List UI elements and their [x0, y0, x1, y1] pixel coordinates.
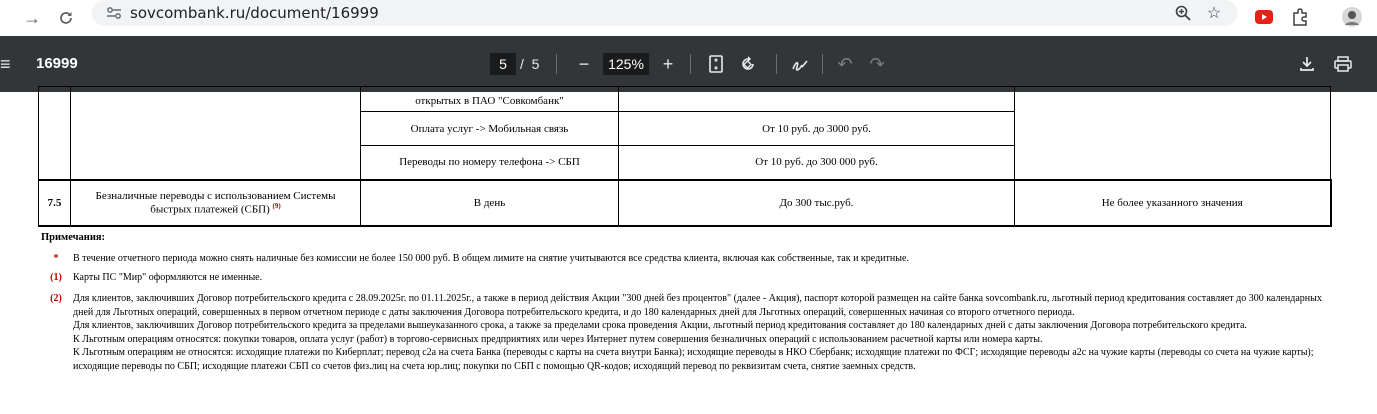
- zoom-icon[interactable]: [1172, 2, 1194, 24]
- pdf-page: [0, 92, 1377, 414]
- note-cell: Не более указанного значения: [1015, 180, 1331, 226]
- zoom-level-input[interactable]: 125%: [603, 53, 649, 75]
- table-cell: [1015, 87, 1331, 180]
- note-text: Для клиентов, заключивших Договор потребительского кредита с 28.09.2025г. по 01.11.2025г., а также в период действия Акции "300 дней без процентов" (далее - Акция), паспорт которой размещен на сайте банка sovcombank.ru, льготный период кредитования составляет до 300 календарных дней для Льготных операций, совершенных в первом отчетном периоде с даты заключения Договора потребительского кредита, и до 180 календарных дней для Льготных операций, совершенных начиная со второго отчетного периода.: [73, 293, 1322, 318]
- table-cell: [619, 87, 1015, 112]
- table-cell: [71, 87, 361, 180]
- note-item: [42, 252, 1342, 266]
- table-row-7-5: [39, 180, 1331, 226]
- table-cell: [39, 87, 71, 180]
- operation-name: Безналичные переводы с использованием Системы быстрых платежей (СБП): [95, 189, 336, 216]
- bookmark-star-icon[interactable]: ☆: [1206, 5, 1222, 22]
- toolbar-divider: [556, 54, 557, 74]
- operation-cell: Переводы по номеру телефона -> СБП: [361, 146, 619, 180]
- operation-name-cell: [71, 180, 361, 226]
- note-item: [42, 292, 1342, 373]
- operation-cell: Оплата услуг -> Мобильная связь: [361, 112, 619, 146]
- undo-icon[interactable]: ↶: [837, 53, 853, 74]
- note-marker: (2): [50, 293, 62, 304]
- period-cell: В день: [361, 180, 619, 226]
- zoom-out-icon[interactable]: −: [578, 53, 590, 74]
- note-marker: *: [53, 253, 59, 264]
- download-icon[interactable]: [1295, 52, 1319, 76]
- page-separator: /: [520, 56, 524, 72]
- row-number: 7.5: [39, 180, 71, 226]
- notes-heading: Примечания:: [41, 232, 106, 243]
- print-icon[interactable]: [1331, 52, 1355, 76]
- pdf-toolbar: [0, 36, 1377, 92]
- toolbar-divider: [822, 54, 823, 74]
- extensions-puzzle-icon[interactable]: [1288, 5, 1312, 29]
- zoom-in-icon[interactable]: +: [662, 53, 674, 74]
- note-item: [42, 271, 1342, 285]
- note-text: К Льготным операциям не относятся: исходящие платежи по Киберплат; перевод с2а на счета Банка (переводы с карты на счета внутри Банка); исходящие переводы в НКО Сбербанк; исходящие платежи по ФСГ; исходящие переводы а2с на чужие карты (переводы со счета на чужие карты); исходящие переводы по СБП; исходящие платежи СБП со счетов физ.лиц на счета юр.лиц; покупки по СБП с помощью QR-кодов; исходящий перевод по реквизитам счета, снятие заемных средств.: [73, 347, 1314, 372]
- table-row: [39, 87, 1331, 112]
- youtube-extension-icon[interactable]: [1252, 5, 1276, 29]
- limit-cell: До 300 тыс.руб.: [619, 180, 1015, 226]
- footnote-ref: (9): [272, 201, 281, 210]
- limits-table: [38, 86, 1332, 227]
- limit-cell: От 10 руб. до 3000 руб.: [619, 112, 1015, 146]
- operation-cell: открытых в ПАО "Совкомбанк": [361, 87, 619, 112]
- annotate-pen-icon[interactable]: [788, 52, 812, 76]
- document-title: 16999: [36, 55, 78, 72]
- fit-page-icon[interactable]: [704, 52, 728, 76]
- toolbar-divider: [690, 54, 691, 74]
- toolbar-divider: [776, 54, 777, 74]
- limit-cell: От 10 руб. до 300 000 руб.: [619, 146, 1015, 180]
- browser-toolbar: [0, 0, 1377, 36]
- page-count: [520, 56, 539, 72]
- note-text: В течение отчетного периода можно снять наличные без комиссии не более 150 000 руб. В общем лимите на снятие учитываются все средства клиента, включая как собственные, так и кредитные.: [73, 253, 909, 264]
- note-marker: (1): [50, 272, 62, 283]
- address-bar[interactable]: [92, 0, 1238, 26]
- reload-icon[interactable]: [54, 6, 78, 30]
- page-number-input[interactable]: 5: [490, 53, 516, 75]
- forward-icon[interactable]: →: [23, 7, 41, 28]
- note-text: Карты ПС "Мир" оформляются не именные.: [73, 272, 263, 283]
- total-pages: 5: [531, 56, 540, 72]
- url-text[interactable]: sovcombank.ru/document/16999: [130, 4, 379, 22]
- note-text: Для клиентов, заключивших Договор потребительского кредита за пределами вышеуказанного срока, а также за пределами срока проведения Акции, льготный период кредитования составляет до 180 календарных дней с даты заключения Договора потребительского кредита.: [73, 320, 1247, 331]
- menu-icon[interactable]: ≡: [0, 53, 11, 74]
- profile-avatar-icon[interactable]: [1340, 5, 1364, 29]
- redo-icon[interactable]: ↷: [869, 53, 885, 74]
- rotate-icon[interactable]: [736, 52, 760, 76]
- site-settings-icon[interactable]: [104, 3, 124, 23]
- note-text: К Льготным операциям относятся: покупки товаров, оплата услуг (работ) в торгово-сервисных предприятиях или через Интернет путем совершения безналичных операций с использованием расчетной карты или номера карты.: [73, 333, 1043, 345]
